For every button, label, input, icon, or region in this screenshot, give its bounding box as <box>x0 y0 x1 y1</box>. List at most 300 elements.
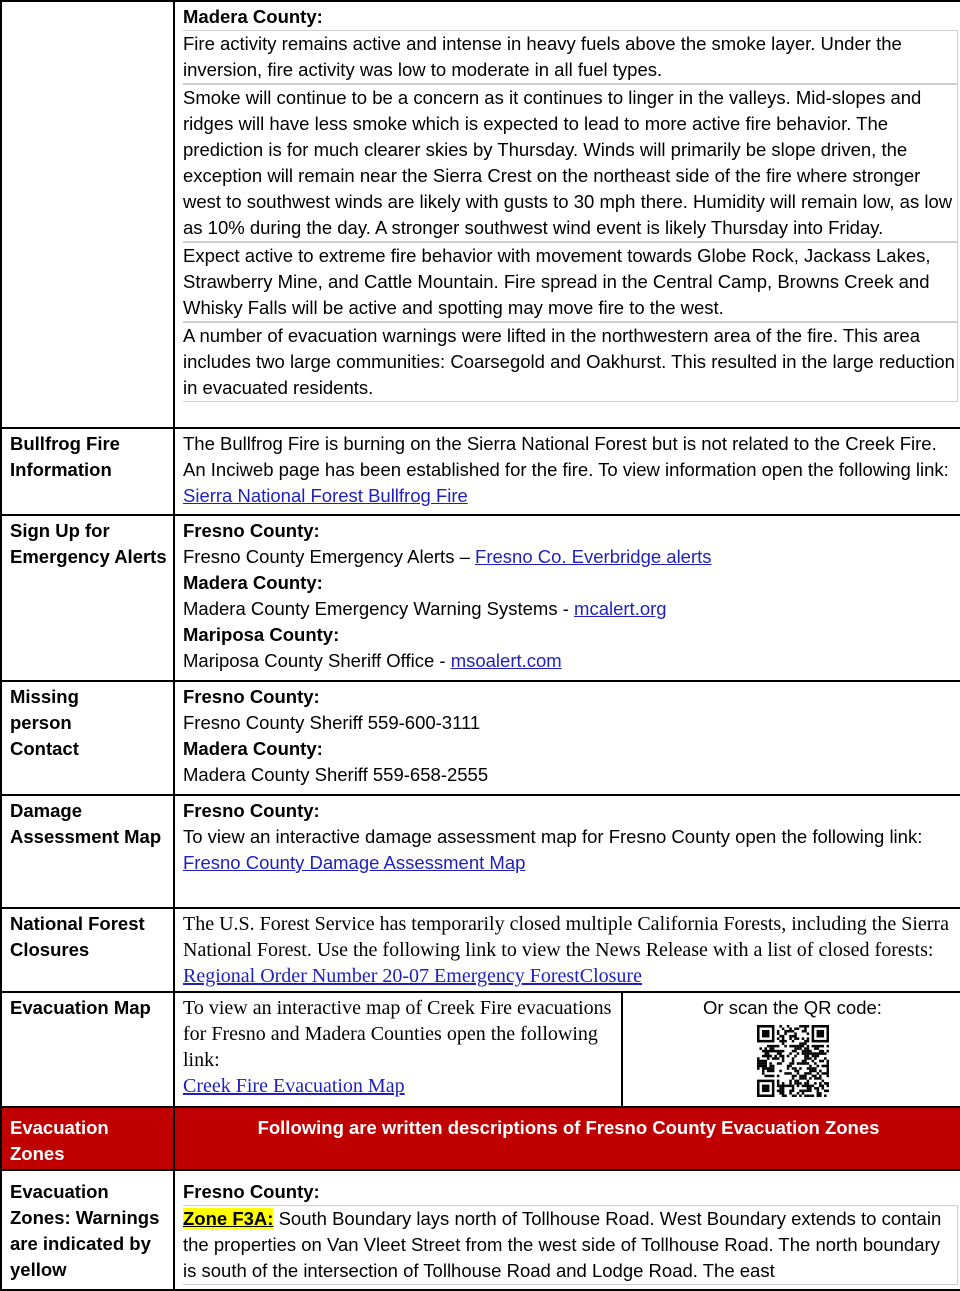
qr-module <box>811 1095 814 1097</box>
qr-module <box>771 1070 774 1073</box>
qr-module <box>804 1030 807 1033</box>
qr-module <box>804 1060 807 1063</box>
qr-module <box>791 1085 794 1088</box>
qr-module <box>757 1027 760 1030</box>
qr-module <box>794 1050 797 1053</box>
qr-module <box>816 1077 819 1080</box>
qr-module <box>814 1025 817 1028</box>
qr-module <box>757 1095 760 1097</box>
qr-module <box>816 1090 819 1093</box>
qr-module <box>781 1042 784 1045</box>
qr-module <box>806 1085 809 1088</box>
qr-module <box>804 1052 807 1055</box>
qr-module <box>799 1042 802 1045</box>
qr-module <box>771 1032 774 1035</box>
mcalert-link[interactable]: mcalert.org <box>574 598 667 619</box>
qr-module <box>791 1075 794 1078</box>
madera-heading: Madera County: <box>183 6 323 27</box>
qr-module <box>766 1030 769 1033</box>
qr-module <box>766 1025 769 1028</box>
qr-module <box>804 1077 807 1080</box>
qr-module <box>781 1087 784 1090</box>
creek-fire-evacuation-map-link[interactable]: Creek Fire Evacuation Map <box>183 1075 405 1097</box>
qr-module <box>819 1040 822 1043</box>
qr-module <box>794 1080 797 1083</box>
qr-module <box>764 1030 767 1033</box>
qr-module <box>809 1077 812 1080</box>
qr-module <box>791 1060 794 1063</box>
qr-module <box>826 1075 828 1078</box>
missing-person-row <box>1 681 960 795</box>
emergency-alerts-row <box>1 515 960 681</box>
qr-module <box>826 1040 828 1043</box>
qr-module <box>771 1080 774 1083</box>
qr-module <box>761 1080 764 1083</box>
qr-module <box>806 1080 809 1083</box>
qr-module <box>809 1090 812 1093</box>
qr-module <box>814 1040 817 1043</box>
qr-module <box>766 1040 769 1043</box>
qr-module <box>804 1095 807 1097</box>
qr-module <box>769 1075 772 1078</box>
qr-code-caption: Or scan the QR code: <box>703 997 882 1018</box>
qr-module <box>826 1082 828 1085</box>
qr-module <box>761 1087 764 1090</box>
qr-module <box>779 1090 782 1093</box>
qr-module <box>816 1030 819 1033</box>
qr-code-icon[interactable] <box>757 1025 829 1097</box>
qr-module <box>779 1025 782 1028</box>
msoalert-link[interactable]: msoalert.com <box>450 650 562 671</box>
qr-module <box>761 1025 764 1028</box>
qr-module <box>796 1045 799 1048</box>
qr-module <box>816 1035 819 1038</box>
qr-module <box>804 1027 807 1030</box>
qr-module <box>761 1070 764 1073</box>
qr-module <box>776 1085 779 1088</box>
qr-module <box>781 1057 784 1060</box>
qr-module <box>769 1040 772 1043</box>
qr-module <box>771 1090 774 1093</box>
qr-module <box>811 1030 814 1033</box>
qr-module <box>826 1090 828 1093</box>
qr-module <box>811 1070 814 1073</box>
qr-module <box>776 1052 779 1055</box>
qr-module <box>826 1027 828 1030</box>
qr-module <box>816 1025 819 1028</box>
zone-f3a-text: South Boundary lays north of Tollhouse Road. West Boundary extends to contain the properties on Van Vleet Street from the west side of Tollhouse Road. The north boundary is south of the intersection of Tollhouse Road and Lodge Road. The east <box>183 1208 942 1281</box>
qr-module <box>766 1045 769 1048</box>
qr-module <box>789 1085 792 1088</box>
qr-module <box>781 1035 784 1038</box>
qr-module <box>779 1052 782 1055</box>
qr-module <box>806 1050 809 1053</box>
qr-module <box>759 1060 762 1063</box>
qr-module <box>759 1095 762 1097</box>
qr-module <box>776 1062 779 1065</box>
qr-module <box>764 1062 767 1065</box>
qr-module <box>796 1080 799 1083</box>
alerts-mariposa-text: Mariposa County Sheriff Office - <box>183 650 451 671</box>
qr-module <box>789 1082 792 1085</box>
qr-module <box>804 1025 807 1028</box>
qr-module <box>764 1067 767 1070</box>
qr-module <box>804 1055 807 1058</box>
qr-module <box>821 1072 824 1075</box>
qr-module <box>821 1032 824 1035</box>
qr-module <box>801 1075 804 1078</box>
qr-module <box>811 1060 814 1063</box>
qr-module <box>801 1037 804 1040</box>
madera-update-row <box>1 1 960 428</box>
qr-module <box>821 1040 824 1043</box>
qr-module <box>804 1090 807 1093</box>
emergency-alerts-cell <box>174 515 960 681</box>
qr-module <box>764 1095 767 1097</box>
qr-module <box>769 1050 772 1053</box>
qr-module <box>814 1075 817 1078</box>
evacuation-zones-label: Evacuation Zones: Warnings are indicated by yellow <box>1 1170 174 1290</box>
qr-module <box>766 1050 769 1053</box>
qr-module <box>824 1057 827 1060</box>
qr-module <box>771 1065 774 1068</box>
qr-module <box>804 1075 807 1078</box>
qr-module <box>764 1080 767 1083</box>
qr-module <box>811 1055 814 1058</box>
qr-module <box>799 1090 802 1093</box>
qr-module <box>824 1065 827 1068</box>
qr-module <box>799 1075 802 1078</box>
qr-module <box>801 1060 804 1063</box>
qr-module <box>819 1032 822 1035</box>
madera-sheriff-phone: Madera County Sheriff 559-658-2555 <box>183 764 489 785</box>
qr-module <box>781 1027 784 1030</box>
qr-module <box>826 1067 828 1070</box>
qr-module <box>769 1080 772 1083</box>
evacuation-warnings-paragraph: A number of evacuation warnings were lifted in the northwestern area of the fire. This area includes two large communities: Coarsegold and Oakhurst. This resulted in the large reduction in evacuated residents. <box>183 322 958 402</box>
bullfrog-cell <box>174 428 960 515</box>
qr-module <box>796 1085 799 1088</box>
regional-order-link[interactable]: Regional Order Number 20-07 Emergency ForestClosure <box>183 965 642 987</box>
qr-module <box>819 1035 822 1038</box>
qr-module <box>819 1070 822 1073</box>
qr-module <box>799 1082 802 1085</box>
qr-module <box>781 1090 784 1093</box>
qr-module <box>796 1062 799 1065</box>
qr-module <box>816 1065 819 1068</box>
qr-module <box>769 1067 772 1070</box>
qr-module <box>814 1057 817 1060</box>
qr-module <box>796 1052 799 1055</box>
qr-module <box>794 1075 797 1078</box>
qr-module <box>789 1027 792 1030</box>
madera-update-label-cell <box>1 1 174 428</box>
qr-module <box>789 1092 792 1095</box>
qr-module <box>757 1032 760 1035</box>
qr-module <box>809 1087 812 1090</box>
qr-module <box>794 1067 797 1070</box>
qr-module <box>809 1095 812 1097</box>
qr-module <box>801 1025 804 1028</box>
qr-module <box>786 1065 789 1068</box>
qr-module <box>764 1055 767 1058</box>
qr-module <box>824 1082 827 1085</box>
qr-module <box>769 1070 772 1073</box>
qr-module <box>766 1055 769 1058</box>
missing-label-line-1: Missing <box>10 686 79 707</box>
qr-module <box>761 1062 764 1065</box>
qr-module <box>759 1047 762 1050</box>
qr-module <box>757 1090 760 1093</box>
qr-module <box>821 1052 824 1055</box>
qr-module <box>771 1047 774 1050</box>
qr-module <box>814 1045 817 1048</box>
damage-assessment-row <box>1 795 960 908</box>
qr-module <box>771 1040 774 1043</box>
qr-module <box>796 1072 799 1075</box>
qr-module <box>811 1027 814 1030</box>
qr-module <box>826 1035 828 1038</box>
qr-module <box>784 1072 787 1075</box>
qr-module <box>826 1062 828 1065</box>
qr-module <box>771 1092 774 1095</box>
qr-module <box>824 1025 827 1028</box>
qr-module <box>776 1057 779 1060</box>
qr-module <box>801 1085 804 1088</box>
qr-module <box>826 1060 828 1063</box>
qr-module <box>769 1055 772 1058</box>
qr-module <box>771 1027 774 1030</box>
smoke-weather-paragraph: Smoke will continue to be a concern as it continues to linger in the valleys. Mid-slopes and ridges will have less smoke which is expected to lead to more active fire behavior. The prediction is for much clearer skies by Thursday. Winds will primarily be slope driven, the exception will remain near the Sierra Crest on the northeast side of the fire where stronger west to southwest winds are likely with gusts to 30 mph there. Humidity will remain low, as low as 10% during the day. A stronger southwest wind event is likely Thursday into Friday. <box>183 84 958 242</box>
alerts-fresno-heading: Fresno County: <box>183 520 320 541</box>
qr-module <box>814 1067 817 1070</box>
fire-activity-paragraph: Fire activity remains active and intense in heavy fuels above the smoke layer. Under the inversion, fire activity was low to moderate in all fuel types. <box>183 30 958 84</box>
qr-module <box>806 1055 809 1058</box>
qr-module <box>804 1085 807 1088</box>
bullfrog-fire-link[interactable]: Sierra National Forest Bullfrog Fire <box>183 485 468 506</box>
qr-module <box>781 1050 784 1053</box>
damage-assessment-label: Damage Assessment Map <box>1 795 174 908</box>
alerts-fresno-line <box>183 544 954 570</box>
qr-module <box>766 1080 769 1083</box>
qr-module <box>821 1025 824 1028</box>
qr-module <box>786 1030 789 1033</box>
qr-module <box>771 1025 774 1028</box>
qr-module <box>757 1092 760 1095</box>
qr-module <box>776 1037 779 1040</box>
qr-module <box>806 1057 809 1060</box>
qr-module <box>786 1072 789 1075</box>
qr-module <box>821 1060 824 1063</box>
missing-label-line-3: Contact <box>10 738 79 759</box>
qr-module <box>809 1050 812 1053</box>
alerts-madera-heading: Madera County: <box>183 572 323 593</box>
qr-module <box>819 1050 822 1053</box>
qr-module <box>826 1085 828 1088</box>
qr-module <box>761 1065 764 1068</box>
qr-module <box>769 1095 772 1097</box>
qr-module <box>771 1087 774 1090</box>
qr-module <box>766 1070 769 1073</box>
qr-module <box>789 1062 792 1065</box>
qr-module <box>791 1090 794 1093</box>
qr-module <box>757 1060 760 1063</box>
qr-module <box>766 1075 769 1078</box>
qr-module <box>794 1070 797 1073</box>
qr-module <box>771 1045 774 1048</box>
forest-closures-label: National Forest Closures <box>1 908 174 992</box>
qr-module <box>761 1072 764 1075</box>
qr-module <box>806 1032 809 1035</box>
qr-module <box>816 1095 819 1097</box>
bullfrog-label: Bullfrog Fire Information <box>1 428 174 515</box>
qr-module <box>806 1087 809 1090</box>
qr-module <box>779 1035 782 1038</box>
qr-module <box>821 1085 824 1088</box>
qr-module <box>781 1082 784 1085</box>
qr-module <box>811 1052 814 1055</box>
qr-module <box>774 1057 777 1060</box>
qr-module <box>779 1055 782 1058</box>
qr-module <box>779 1092 782 1095</box>
qr-module <box>786 1067 789 1070</box>
qr-module <box>801 1092 804 1095</box>
qr-module <box>757 1085 760 1088</box>
qr-module <box>806 1045 809 1048</box>
qr-module <box>781 1040 784 1043</box>
qr-module <box>801 1077 804 1080</box>
qr-module <box>814 1055 817 1058</box>
qr-module <box>761 1030 764 1033</box>
qr-module <box>811 1032 814 1035</box>
qr-module <box>766 1052 769 1055</box>
qr-module <box>776 1082 779 1085</box>
qr-module <box>789 1052 792 1055</box>
qr-module <box>789 1090 792 1093</box>
qr-module <box>821 1050 824 1053</box>
qr-module <box>771 1037 774 1040</box>
qr-module <box>776 1080 779 1083</box>
qr-module <box>769 1045 772 1048</box>
qr-module <box>819 1077 822 1080</box>
qr-module <box>764 1032 767 1035</box>
qr-module <box>779 1087 782 1090</box>
qr-module <box>779 1070 782 1073</box>
qr-module <box>769 1047 772 1050</box>
qr-module <box>799 1045 802 1048</box>
evacuation-zones-header-title: Following are written descriptions of Fresno County Evacuation Zones <box>174 1107 960 1170</box>
qr-module <box>781 1037 784 1040</box>
qr-module <box>766 1087 769 1090</box>
qr-module <box>779 1062 782 1065</box>
qr-module <box>814 1052 817 1055</box>
qr-module <box>794 1027 797 1030</box>
qr-module <box>774 1045 777 1048</box>
qr-module <box>821 1087 824 1090</box>
qr-module <box>784 1030 787 1033</box>
evacuation-map-row <box>1 992 960 1107</box>
qr-module <box>764 1035 767 1038</box>
qr-module <box>794 1035 797 1038</box>
qr-module <box>764 1085 767 1088</box>
qr-module <box>819 1045 822 1048</box>
qr-module <box>826 1050 828 1053</box>
qr-module <box>759 1065 762 1068</box>
qr-module <box>799 1067 802 1070</box>
qr-module <box>757 1062 760 1065</box>
qr-module <box>804 1050 807 1053</box>
missing-madera-heading: Madera County: <box>183 738 323 759</box>
missing-fresno-heading: Fresno County: <box>183 686 320 707</box>
qr-module <box>771 1057 774 1060</box>
qr-module <box>766 1032 769 1035</box>
qr-module <box>809 1067 812 1070</box>
qr-module <box>794 1045 797 1048</box>
alerts-madera-text: Madera County Emergency Warning Systems - <box>183 598 575 619</box>
qr-module <box>791 1095 794 1097</box>
qr-module <box>804 1072 807 1075</box>
qr-module <box>819 1025 822 1028</box>
qr-module <box>759 1025 762 1028</box>
qr-module <box>819 1060 822 1063</box>
qr-module <box>801 1052 804 1055</box>
qr-module <box>764 1065 767 1068</box>
qr-module <box>809 1085 812 1088</box>
bullfrog-text: The Bullfrog Fire is burning on the Sierra National Forest but is not related to the Creek Fire. An Inciweb page has been established for the fire. To view information open the following link: <box>183 433 949 480</box>
damage-assessment-map-link[interactable]: Fresno County Damage Assessment Map <box>183 852 526 873</box>
qr-module <box>789 1035 792 1038</box>
evacuation-zones-header-row <box>1 1107 960 1170</box>
qr-module <box>789 1030 792 1033</box>
qr-module <box>809 1065 812 1068</box>
qr-module <box>804 1062 807 1065</box>
qr-module <box>816 1047 819 1050</box>
qr-module <box>789 1037 792 1040</box>
qr-module <box>764 1075 767 1078</box>
qr-module <box>811 1025 814 1028</box>
qr-module <box>757 1082 760 1085</box>
qr-module <box>826 1032 828 1035</box>
qr-module <box>791 1087 794 1090</box>
qr-module <box>761 1040 764 1043</box>
bullfrog-row <box>1 428 960 515</box>
madera-update-cell <box>174 1 960 428</box>
qr-module <box>766 1035 769 1038</box>
qr-module <box>811 1040 814 1043</box>
qr-module <box>779 1085 782 1088</box>
qr-module <box>806 1090 809 1093</box>
qr-module <box>786 1055 789 1058</box>
qr-module <box>771 1085 774 1088</box>
fresno-everbridge-link[interactable]: Fresno Co. Everbridge alerts <box>475 546 712 567</box>
missing-label-line-2: person <box>10 712 72 733</box>
qr-module <box>776 1045 779 1048</box>
qr-module <box>761 1067 764 1070</box>
qr-module <box>799 1095 802 1097</box>
qr-module <box>801 1062 804 1065</box>
qr-module <box>771 1082 774 1085</box>
qr-module <box>806 1025 809 1028</box>
qr-module <box>776 1090 779 1093</box>
qr-module <box>757 1037 760 1040</box>
qr-module <box>759 1062 762 1065</box>
qr-module <box>806 1095 809 1097</box>
qr-module <box>821 1080 824 1083</box>
qr-module <box>801 1090 804 1093</box>
evacuation-zones-header-label: Evacuation Zones <box>1 1107 174 1170</box>
zone-f3a-label: Zone F3A: <box>183 1208 274 1229</box>
qr-module <box>811 1085 814 1088</box>
